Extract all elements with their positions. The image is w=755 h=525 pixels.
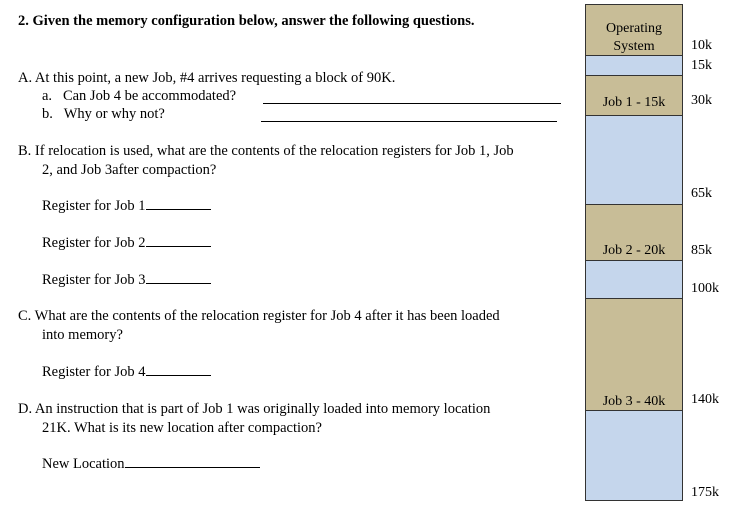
segment-free-30-65 [586,116,682,205]
register-job2-blank[interactable] [146,245,211,247]
answer-blank-b[interactable] [261,121,557,122]
os-label-line2: System [613,39,655,54]
part-d-line1: D. An instruction that is part of Job 1 was originally loaded into memory location [18,401,491,417]
part-b-line2: 2, and Job 3after compaction? [42,162,217,178]
register-job1-label: Register for Job 1 [42,198,146,214]
job2-label: Job 2 - 20k [602,243,666,258]
os-label-line1: Operating [606,21,662,36]
register-job2-label: Register for Job 2 [42,235,146,251]
part-d-line2: 21K. What is its new location after compaction? [42,420,322,436]
segment-job3 [586,299,682,411]
memory-map [585,4,683,501]
address-100k: 100k [691,281,719,296]
part-a-item-b [42,106,165,123]
register-job3-blank[interactable] [146,282,211,284]
register-job1 [42,198,211,215]
segment-free-10-15 [586,56,682,76]
register-job4-blank[interactable] [146,374,211,376]
new-location-blank[interactable] [125,466,260,468]
answer-blank-a[interactable] [263,103,561,104]
address-175k: 175k [691,485,719,500]
part-a-item-a-label: a. [42,88,53,104]
register-job4 [42,364,211,381]
segment-free-140-175 [586,411,682,501]
part-a-item-b-label: b. [42,106,53,122]
job3-label: Job 3 - 40k [602,394,666,409]
part-a-prompt: A. At this point, a new Job, #4 arrives requesting a block of 90K. [18,70,396,86]
segment-operating-system [586,5,682,56]
register-job2 [42,235,211,252]
new-location-label: New Location [42,456,125,472]
question-title: 2. Given the memory configuration below, answer the following questions. [18,13,475,29]
address-85k: 85k [691,243,712,258]
register-job4-label: Register for Job 4 [42,364,146,380]
address-10k: 10k [691,38,712,53]
part-a-item-a-text: Can Job 4 be accommodated? [62,88,237,104]
address-65k: 65k [691,186,712,201]
segment-job1 [586,76,682,116]
register-job3-label: Register for Job 3 [42,272,146,288]
part-c-line1: C. What are the contents of the relocation register for Job 4 after it has been loaded [18,308,500,324]
register-job3 [42,272,211,289]
address-15k: 15k [691,58,712,73]
part-c-line2: into memory? [42,327,123,343]
part-b-line1: B. If relocation is used, what are the contents of the relocation registers for Job 1, Job [18,143,514,159]
segment-job2 [586,205,682,261]
part-a-item-b-text: Why or why not? [63,106,165,122]
job1-label: Job 1 - 15k [602,95,666,110]
address-30k: 30k [691,93,712,108]
segment-free-85-100 [586,261,682,299]
register-job1-blank[interactable] [146,208,211,210]
new-location [42,456,260,473]
part-a-item-a [42,88,236,105]
address-140k: 140k [691,392,719,407]
